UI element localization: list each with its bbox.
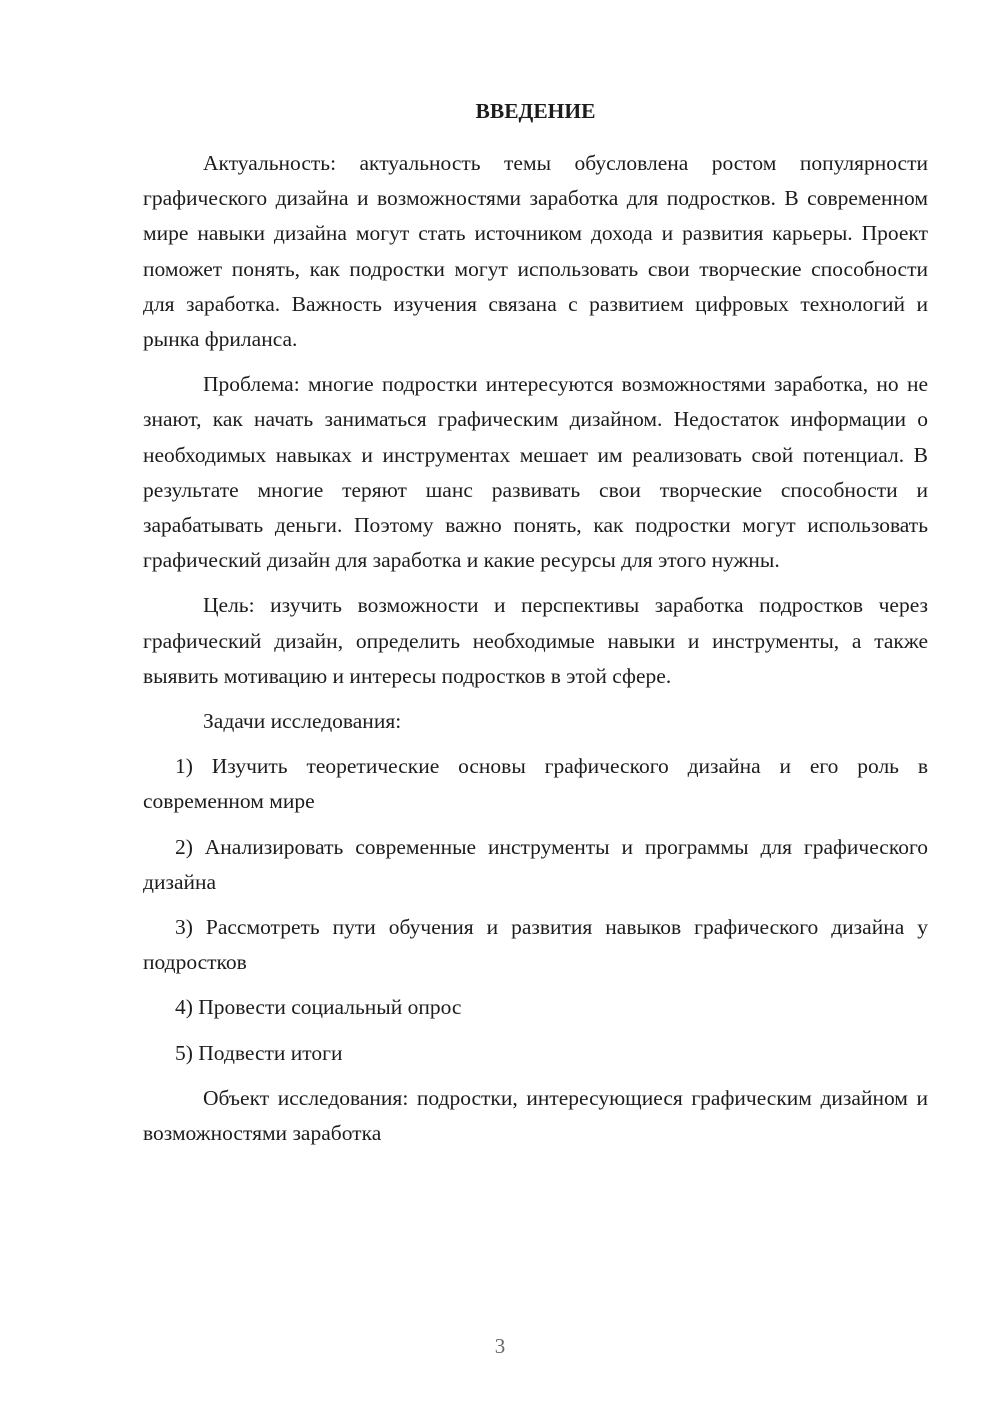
paragraph-object: Объект исследования: подростки, интересующиеся графическим дизайном и возможностями заработка — [143, 1085, 928, 1146]
task-item: 3) Рассмотреть пути обучения и развития навыков графического дизайна у подростков — [143, 915, 928, 975]
task-item: 2) Анализировать современные инструменты и программы для графического дизайна — [143, 834, 928, 894]
task-item: 1) Изучить теоретические основы графического дизайна и его роль в современном мире — [143, 754, 928, 814]
paragraph-problem: Проблема: многие подростки интересуются возможностями заработка, но не знают, как начать заниматься графическим дизайном. Недостаток информации о необходимых навыках и инструментах мешает им реализовать свой потенциал. В результате многие теряют шанс развивать свои творческие способности и зарабатывать деньги. Поэтому важно понять, как подростки могут использовать графический дизайн для заработка и какие ресурсы для этого нужны. — [143, 372, 928, 573]
section-title: ВВЕДЕНИЕ — [475, 99, 596, 123]
tasks-heading: Задачи исследования: — [203, 709, 402, 734]
paragraph-goal: Цель: изучить возможности и перспективы заработка подростков через графический дизайн, определить необходимые навыки и инструменты, а также выявить мотивацию и интересы подростков в этой сфере. — [143, 593, 928, 688]
document-page — [143, 92, 928, 1161]
paragraph-relevance: Актуальность: актуальность темы обусловлена ростом популярности графического дизайна и возможностями заработка для подростков. В современном мире навыки дизайна могут стать источником дохода и развития карьеры. Проект поможет понять, как подростки могут использовать свои творческие способности для заработка. Важность изучения связана с развитием цифровых технологий и рынка фриланса. — [143, 151, 928, 352]
task-item: 4) Провести социальный опрос — [175, 995, 462, 1020]
task-item: 5) Подвести итоги — [175, 1040, 343, 1065]
page-number: 3 — [494, 1334, 506, 1358]
